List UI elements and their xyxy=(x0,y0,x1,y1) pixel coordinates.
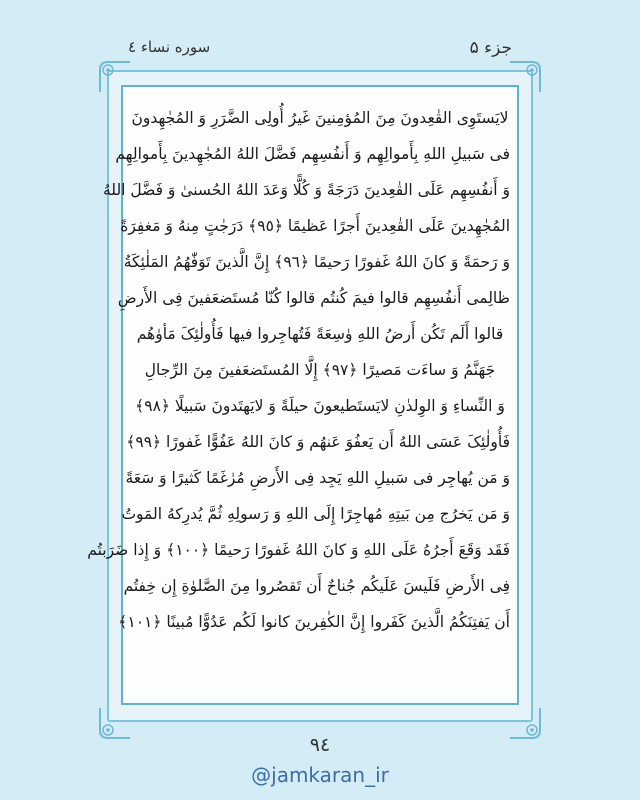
channel-handle: @jamkaran_ir xyxy=(251,763,389,787)
text-line: قالوا أَلَم تَکُن أَرضُ اللهِ وٰسِعَةً فَتُهاجِروا فیها فَأُولٰئِکَ مَأوٰهُم xyxy=(136,325,504,343)
text-line: جَهَنَّمُ وَ ساءَت مَصیرًا ﴿٩٧﴾ إِلَّا المُستَضعَفینَ مِنَ الرِّجالِ xyxy=(144,361,496,379)
text-line: وَ أَنفُسِهِم عَلَی القٰعِدینَ دَرَجَةً وَ کُلًّا وَعَدَ اللهُ الحُسنیٰ وَ فَضَّلَ اللهُ xyxy=(103,181,510,199)
page-number: ٩٤ xyxy=(309,734,331,756)
text-line: وَ رَحمَةً وَ کانَ اللهُ غَفورًا رَحیمًا ﴿٩٦﴾ إِنَّ الَّذینَ تَوَفّٰهُمُ المَلٰئِکَةُ xyxy=(123,253,510,271)
text-line: وَ النِّساءِ وَ الوِلدٰنِ لایَستَطیعونَ حیلَةً وَ لایَهتَدونَ سَبیلًا ﴿٩٨﴾ xyxy=(135,397,505,415)
corner-ornament-icon xyxy=(98,60,132,94)
text-line: المُجٰهِدینَ عَلَی القٰعِدینَ أَجرًا عَظیمًا ﴿٩٥﴾ دَرَجٰتٍ مِنهُ وَ مَغفِرَةً xyxy=(120,217,510,235)
text-line: وَ مَن یُهاجِر فی سَبیلِ اللهِ یَجِد فِی الأَرضِ مُرٰغَمًا کَثیرًا وَ سَعَةً xyxy=(125,469,510,487)
text-line: وَ مَن یَخرُج مِن بَیتِهِ مُهاجِرًا إِلَی اللهِ وَ رَسولِهِ ثُمَّ یُدرِکهُ المَوتُ xyxy=(121,505,510,523)
text-line: فی سَبیلِ اللهِ بِأَموالِهِم وَ أَنفُسِهِم فَضَّلَ اللهُ المُجٰهِدینَ بِأَموالِهِم xyxy=(115,145,510,163)
surah-label: سوره نساء ٤ xyxy=(128,38,211,56)
text-line: ظالِمی أَنفُسِهِم قالوا فیمَ کُنتُم قالوا کُنّا مُستَضعَفینَ فِی الأَرضِ xyxy=(117,289,510,307)
quran-text xyxy=(87,100,510,640)
page-header xyxy=(0,38,640,68)
text-line: لایَستَوِی القٰعِدونَ مِنَ المُؤمِنینَ غَیرُ أُولِی الضَّرَرِ وَ المُجٰهِدونَ xyxy=(131,109,509,127)
text-line: فِی الأَرضِ فَلَیسَ عَلَیکُم جُناحٌ أَن تَقصُروا مِنَ الصَّلوٰةِ إِن خِفتُم xyxy=(123,577,510,595)
juz-label: جزء ۵ xyxy=(469,38,512,58)
text-line: أَن یَفتِنَکُمُ الَّذینَ کَفَروا إِنَّ الکٰفِرینَ کانوا لَکُم عَدُوًّا مُبینًا ﴿١٠١﴾ xyxy=(118,613,510,631)
text-line: فَأُولٰئِکَ عَسَی اللهُ أَن یَعفُوَ عَنهُم وَ کانَ اللهُ عَفُوًّا غَفورًا ﴿٩٩﴾ xyxy=(126,433,510,451)
corner-ornament-icon xyxy=(508,60,542,94)
text-line: فَقَد وَقَعَ أَجرُهُ عَلَی اللهِ وَ کانَ اللهُ غَفورًا رَحیمًا ﴿١٠٠﴾ وَ إِذا ضَرَبتُم xyxy=(87,541,510,559)
